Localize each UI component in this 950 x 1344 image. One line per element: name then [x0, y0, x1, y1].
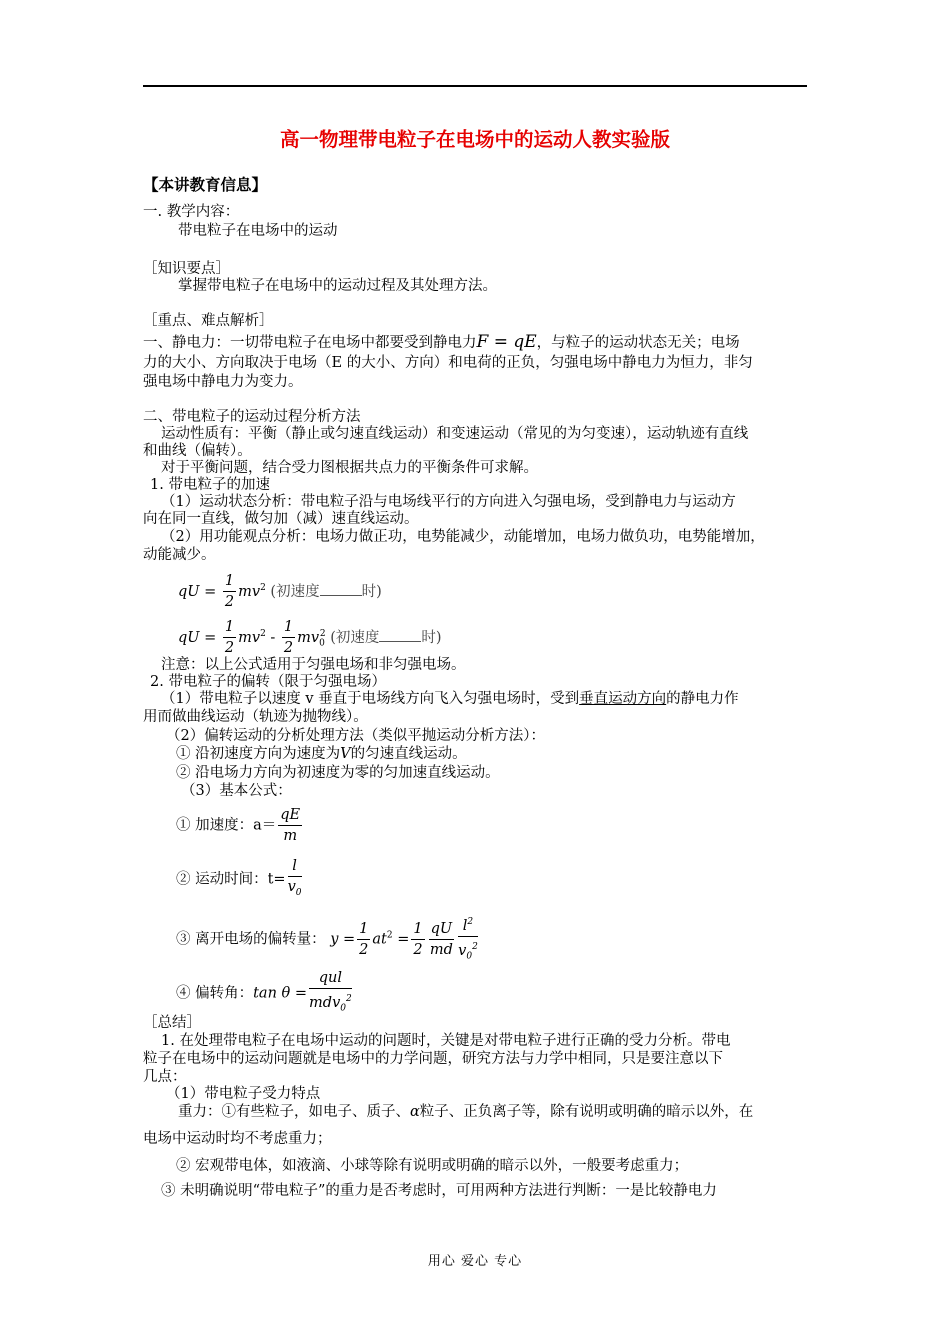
knowledge-label: ［知识要点］ — [143, 261, 230, 277]
deflection-equals: = — [397, 931, 410, 948]
deflection-den-1: 2 — [359, 941, 369, 958]
f1-end: 时) — [361, 583, 382, 600]
document-title: 高一物理带电粒子在电场中的运动人教实验版 — [279, 128, 670, 151]
acceleration-num: qE — [278, 805, 302, 826]
formula-deflection — [176, 912, 480, 967]
deflection-fraction-1 — [357, 919, 370, 960]
deflection-method: （2）偏转运动的分析处理方法（类似平抛运动分析方法）： — [166, 728, 545, 744]
p1-text-a: 一、静电力：一切带电粒子在电场中都要受到静电力 — [143, 335, 477, 351]
angle-den: mdv — [309, 994, 341, 1011]
deflection-num-2: 1 — [411, 919, 424, 940]
f2-rhs-2: mv — [297, 629, 320, 646]
acceleration-fraction — [278, 805, 302, 846]
step-1-text: ① 沿初速度方向为速度为 — [176, 746, 341, 762]
summary-line-4: （1）带电粒子受力特点 — [166, 1086, 321, 1102]
f2-end: 时) — [421, 629, 442, 646]
angle-den-wrap — [309, 989, 352, 1019]
angle-tan: tan θ = — [253, 985, 308, 1002]
gravity-text-b: 粒子、正负离子等，除有说明或明确的暗示以外，在 — [419, 1104, 754, 1120]
formula-angle — [176, 968, 354, 1019]
summary-line-1: 1. 在处理带电粒子在电场中运动的问题时，关键是对带电粒子进行正确的受力分析。带电 — [161, 1033, 731, 1049]
f2-subscript: 0 — [319, 638, 325, 649]
f2-den-1: 2 — [224, 640, 235, 657]
f1-note: (初速度 — [270, 583, 320, 600]
formula-note: 注意：以上公式适用于匀强电场和非匀强电场。 — [161, 657, 466, 673]
deflection-den-3: md — [429, 941, 453, 958]
deflection-underline: 垂直运动方向 — [579, 691, 667, 707]
teach-content: 带电粒子在电场中的运动 — [178, 223, 338, 239]
acceleration-den: m — [283, 828, 298, 844]
p1-line-3: 强电场中静电力为变力。 — [143, 374, 303, 390]
formula-f-qe: F = qE — [476, 332, 537, 352]
f1-exponent: 2 — [260, 583, 266, 593]
deflection-line-1 — [161, 690, 739, 709]
deflection-fraction-2 — [411, 919, 424, 960]
angle-fraction — [309, 968, 352, 1019]
summary-line-7: ② 宏观带电体，如液滴、小球等除有说明或明确的暗示以外，一般要考虑重力； — [176, 1158, 689, 1174]
time-fraction — [288, 856, 302, 903]
deflection-num-3: qU — [429, 919, 455, 940]
deflection-line-2: 用而做曲线运动（轨迹为抛物线）。 — [143, 709, 368, 725]
f2-den-2: 2 — [283, 640, 294, 657]
key-label: ［重点、难点解析］ — [143, 313, 274, 329]
method-step-1 — [176, 745, 467, 764]
deflection-den-2: 2 — [413, 941, 423, 958]
acceleration-label: ① 加速度：a＝ — [176, 817, 277, 834]
f2-exponent-1: 2 — [260, 629, 266, 639]
f1-den: 2 — [224, 594, 235, 611]
p2-line-3: 对于平衡问题，结合受力图根据共点力的平衡条件可求解。 — [161, 460, 538, 476]
gravity-text-a: 重力：①有些粒子，如电子、质子、 — [178, 1104, 410, 1120]
summary-line-6: 电场中运动时均不考虑重力； — [143, 1131, 332, 1147]
f1-lhs: qU = — [178, 583, 217, 600]
time-den: v — [287, 879, 296, 895]
time-num: l — [288, 856, 302, 877]
paragraph-electrostatic-force — [143, 333, 740, 353]
deflection-fraction-3 — [429, 919, 455, 960]
page-footer: 用心 爱心 专心 — [427, 1254, 523, 1269]
f1-fraction — [223, 571, 236, 612]
f2-minus: - — [265, 629, 280, 646]
deflection-y: y = — [330, 931, 356, 948]
step-1-end: 的匀速直线运动。 — [350, 746, 467, 762]
f2-note: (初速度 — [330, 629, 380, 646]
f2-num-2: 1 — [282, 617, 295, 638]
f2-rhs-1: mv — [238, 629, 261, 646]
acceleration-heading: 1. 带电粒子的加速 — [150, 477, 270, 493]
f2-fraction-2 — [282, 617, 295, 658]
p2-line-2: 和曲线（偏转）。 — [143, 443, 252, 459]
deflection-text-end: 的静电力作 — [666, 691, 739, 707]
summary-label: ［总结］ — [143, 1015, 201, 1031]
f2-blank — [379, 627, 421, 642]
summary-line-3: 几点： — [143, 1069, 187, 1085]
angle-den-exponent: 2 — [346, 994, 352, 1004]
method-step-2: ② 沿电场力方向为初速度为零的匀加速直线运动。 — [176, 765, 500, 781]
energy-line-1: （2）用功能观点分析：电场力做正功，电势能减少，动能增加，电场力做负功，电势能增加， — [161, 529, 765, 545]
f2-fraction-1 — [223, 617, 236, 658]
deflection-num-1: 1 — [357, 919, 370, 940]
formula-time — [176, 856, 304, 903]
section-heading: 【本讲教育信息】 — [143, 176, 268, 194]
p2-heading: 二、带电粒子的运动过程分析方法 — [143, 409, 361, 425]
time-den-wrap — [288, 877, 302, 903]
summary-line-5 — [178, 1103, 753, 1122]
step-1-v: V — [340, 746, 351, 762]
angle-num: qul — [309, 968, 352, 989]
f2-lhs: qU = — [178, 629, 217, 646]
p1-text-b: ，与粒子的运动状态无关；电场 — [536, 335, 740, 351]
deflection-den-4-wrap — [458, 937, 478, 967]
angle-label: ④ 偏转角： — [176, 985, 254, 1002]
f1-rhs: mv — [238, 583, 261, 600]
deflection-fraction-4 — [458, 912, 478, 967]
angle-den-subscript: 0 — [340, 1003, 346, 1014]
f1-num: 1 — [223, 571, 236, 592]
time-den-subscript: 0 — [295, 887, 302, 898]
deflection-num-4-exponent: 2 — [467, 917, 474, 927]
knowledge-content: 掌握带电粒子在电场中的运动过程及其处理方法。 — [178, 278, 497, 294]
p1-line-2: 力的大小、方向取决于电场（E 的大小、方向）和电荷的正负，匀强电场中静电力为恒力，非匀 — [143, 355, 753, 371]
deflection-text-a: （1）带电粒子以速度 v 垂直于电场线方向飞入匀强电场时，受到 — [161, 691, 580, 707]
formula-energy-1 — [178, 568, 382, 612]
deflection-num-4-wrap — [458, 912, 478, 937]
f1-blank — [320, 581, 362, 596]
acceleration-line-1: （1）运动状态分析：带电粒子沿与电场线平行的方向进入匀强电场，受到静电力与运动方 — [161, 494, 736, 510]
summary-line-8: ③ 未明确说明“带电粒子”的重力是否考虑时，可用两种方法进行判断：一是比较静电力 — [161, 1183, 717, 1199]
alpha-symbol: α — [410, 1104, 420, 1120]
f2-exponent-2: 2 — [319, 629, 326, 639]
summary-line-2: 粒子在电场中的运动问题就是电场中的力学问题，研究方法与力学中相同，只是要注意以下 — [143, 1051, 723, 1067]
deflection-den-4-exponent: 2 — [472, 941, 478, 952]
time-label: ② 运动时间：t= — [176, 871, 286, 888]
deflection-heading: 2. 带电粒子的偏转（限于匀强电场） — [150, 674, 386, 690]
teach-label: 一. 教学内容： — [143, 204, 240, 220]
f2-num-1: 1 — [223, 617, 236, 638]
formula-acceleration — [176, 805, 304, 846]
p2-line-1: 运动性质有：平衡（静止或匀速直线运动）和变速运动（常见的为匀变速），运动轨迹有直线 — [161, 426, 749, 442]
acceleration-line-2: 向在同一直线，做匀加（减）速直线运动。 — [143, 511, 419, 527]
deflection-at: at — [372, 931, 387, 948]
deflection-den-4-subscript: 0 — [466, 951, 473, 962]
energy-line-2: 动能减少。 — [143, 547, 216, 563]
basic-formulas-label: （3）基本公式： — [181, 783, 292, 799]
deflection-num-4: l — [462, 917, 468, 934]
deflection-den-4: v — [458, 942, 467, 959]
deflection-exponent: 2 — [386, 930, 393, 941]
deflection-label: ③ 离开电场的偏转量： — [176, 931, 326, 948]
header-rule — [143, 85, 807, 87]
